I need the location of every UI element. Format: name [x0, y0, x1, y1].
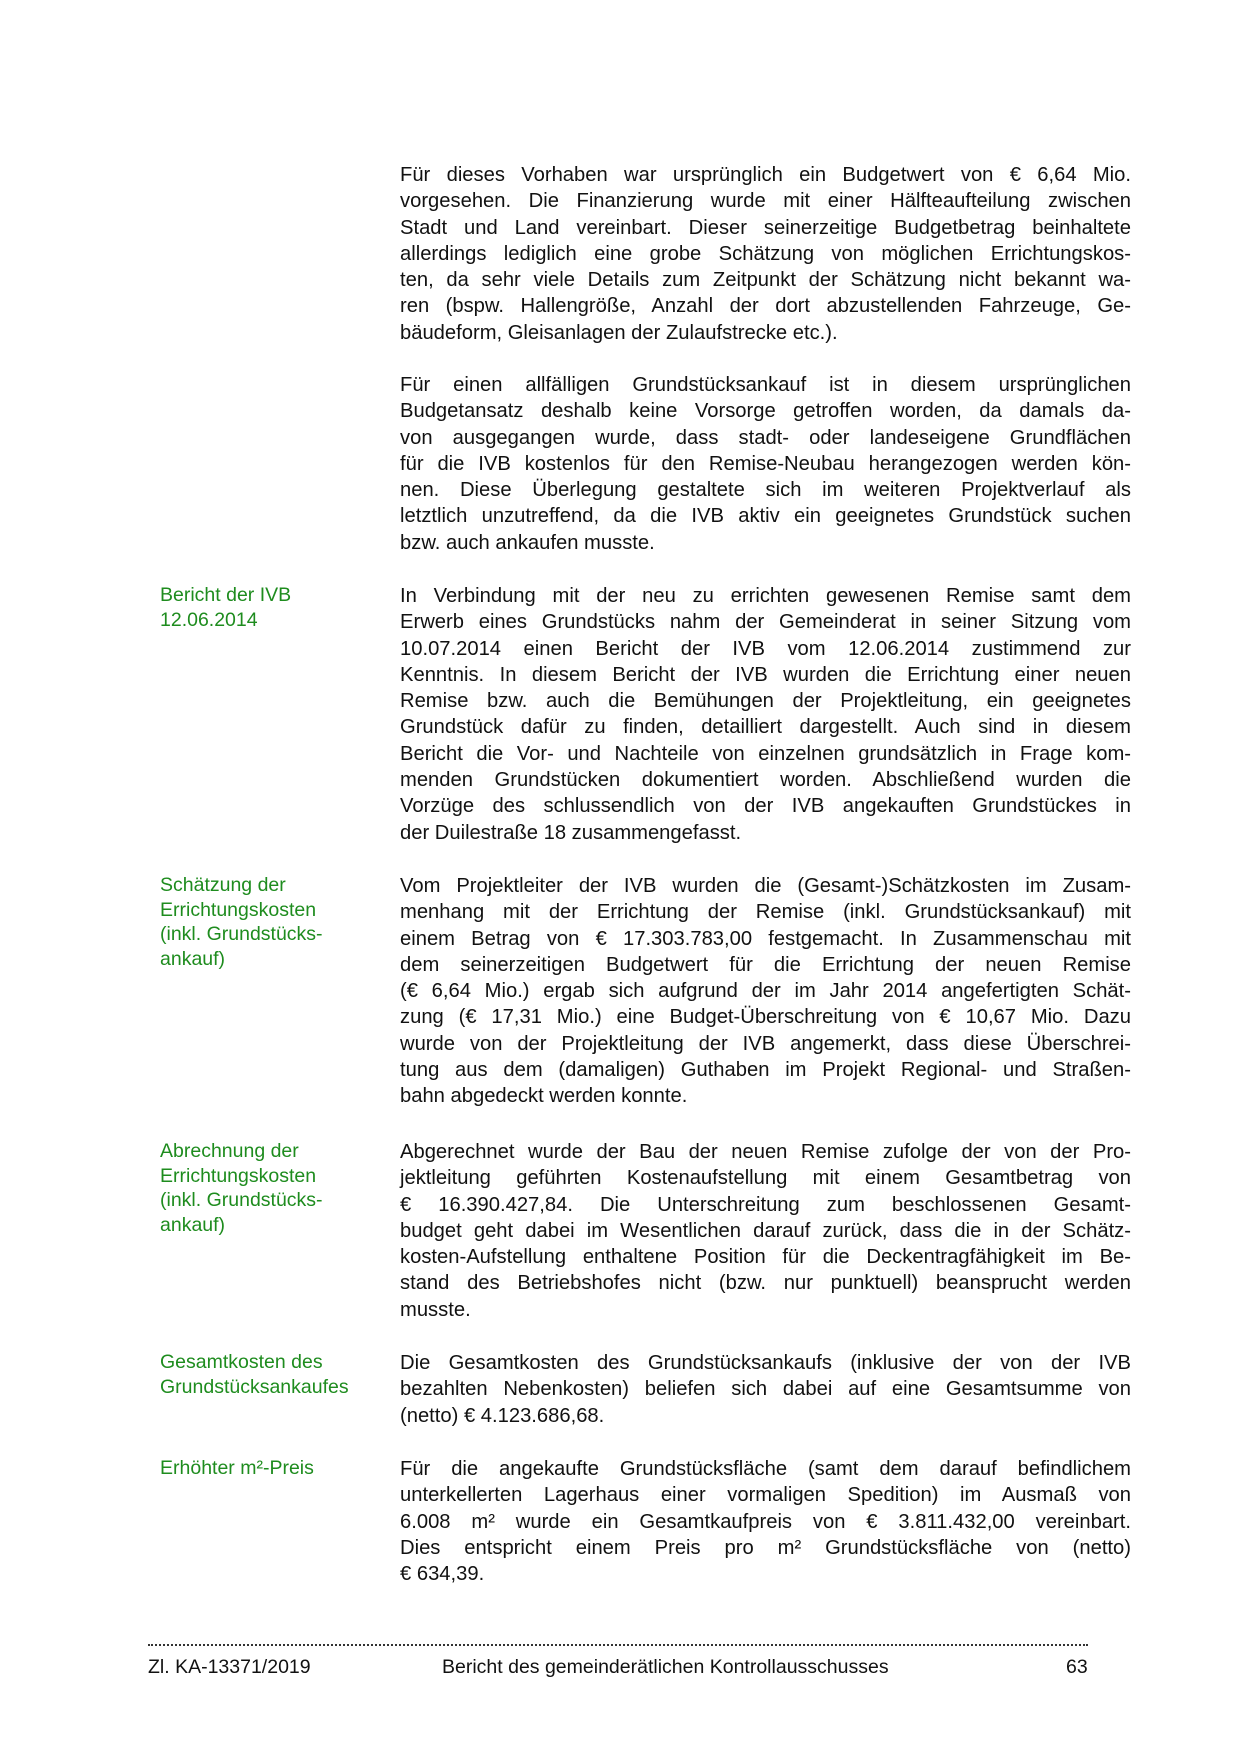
- margin-label-line: (inkl. Grundstücks-: [160, 1189, 323, 1211]
- text-line: bezahlten Nebenkosten) beliefen sich dabei auf eine Gesamtsumme von: [400, 1378, 1131, 1401]
- paragraph: [400, 1350, 1131, 1429]
- margin-label: [160, 583, 390, 632]
- text-line: Dies entspricht einem Preis pro m² Grundstücksfläche von (netto): [400, 1536, 1131, 1559]
- text-line: tung aus dem (damaligen) Guthaben im Projekt Regional- und Straßen-: [400, 1059, 1131, 1082]
- margin-label-line: (inkl. Grundstücks-: [160, 923, 323, 945]
- margin-label-line: 12.06.2014: [160, 608, 258, 631]
- page-number: 63: [1066, 1656, 1088, 1678]
- text-line: jektleitung geführten Kostenaufstellung mit einem Gesamtbetrag von: [400, 1167, 1131, 1190]
- paragraph: [400, 583, 1131, 846]
- text-line: Für die angekaufte Grundstücksfläche (samt dem darauf befindlichem: [400, 1458, 1131, 1480]
- margin-label: [160, 1456, 390, 1481]
- text-line: zung (€ 17,31 Mio.) eine Budget-Überschreitung von € 10,67 Mio. Dazu: [400, 1006, 1131, 1029]
- text-line: ren (bspw. Hallengröße, Anzahl der dort abzustellenden Fahrzeuge, Ge-: [400, 295, 1131, 318]
- text-line: Für dieses Vorhaben war ursprünglich ein Budgetwert von € 6,64 Mio.: [400, 164, 1131, 186]
- text-line: für die IVB kostenlos für den Remise-Neubau herangezogen werden kön-: [400, 452, 1131, 475]
- text-line: wurde von der Projektleitung der IVB angemerkt, dass diese Überschrei-: [400, 1032, 1131, 1055]
- paragraph: [400, 1139, 1131, 1323]
- text-line: dem seinerzeitigen Budgetwert für die Errichtung der neuen Remise: [400, 953, 1131, 976]
- text-line: unterkellerten Lagerhaus einer vormaligen Spedition) im Ausmaß von: [400, 1484, 1131, 1507]
- margin-label-line: Bericht der IVB: [160, 584, 292, 606]
- margin-label-line: Errichtungskosten: [160, 1164, 317, 1187]
- text-line: (€ 6,64 Mio.) ergab sich aufgrund der im Jahr 2014 angefertigten Schät-: [400, 980, 1131, 1003]
- text-line: der Duilestraße 18 zusammengefasst.: [400, 821, 742, 844]
- text-line: Kenntnis. In diesem Bericht der IVB wurden die Errichtung einer neuen: [400, 663, 1131, 686]
- text-line: ten, da sehr viele Details zum Zeitpunkt der Schätzung nicht bekannt wa-: [400, 269, 1131, 292]
- text-line: allerdings lediglich eine grobe Schätzung von möglichen Errichtungskos-: [400, 242, 1131, 265]
- footer-reference: Zl. KA-13371/2019: [148, 1656, 311, 1678]
- footer-divider: [148, 1644, 1088, 1646]
- margin-label: [160, 1139, 390, 1237]
- footer-title: Bericht des gemeinderätlichen Kontrollausschusses: [442, 1656, 889, 1678]
- text-line: von ausgegangen wurde, dass stadt- oder landeseigene Grundflächen: [400, 426, 1131, 449]
- text-line: musste.: [400, 1298, 471, 1321]
- text-line: Abgerechnet wurde der Bau der neuen Remise zufolge der von der Pro-: [400, 1141, 1131, 1163]
- text-line: Grundstück dafür zu finden, detailliert dargestellt. Auch sind in diesem: [400, 716, 1131, 739]
- text-line: € 634,39.: [400, 1563, 485, 1586]
- text-line: bzw. auch ankaufen musste.: [400, 531, 655, 554]
- text-line: stand des Betriebshofes nicht (bzw. nur punktuell) beansprucht werden: [400, 1272, 1131, 1295]
- margin-label-line: Gesamtkosten des: [160, 1351, 323, 1373]
- margin-label-line: Erhöhter m²-Preis: [160, 1457, 314, 1479]
- text-line: € 16.390.427,84. Die Unterschreitung zum beschlossenen Gesamt-: [400, 1193, 1131, 1216]
- text-line: vorgesehen. Die Finanzierung wurde mit einer Hälfteaufteilung zwischen: [400, 190, 1131, 213]
- paragraph: [400, 1456, 1131, 1587]
- margin-label: [160, 1350, 390, 1399]
- text-line: nen. Diese Überlegung gestaltete sich im weiteren Projektverlauf als: [400, 479, 1131, 502]
- text-line: bahn abgedeckt werden konnte.: [400, 1085, 688, 1108]
- text-line: (netto) € 4.123.686,68.: [400, 1404, 605, 1427]
- text-line: Für einen allfälligen Grundstücksankauf ist in diesem ursprünglichen: [400, 374, 1131, 396]
- text-line: Die Gesamtkosten des Grundstücksankaufs (inklusive der von der IVB: [400, 1352, 1131, 1374]
- paragraph: [400, 372, 1131, 556]
- text-line: Remise bzw. auch die Bemühungen der Projektleitung, ein geeignetes: [400, 690, 1131, 713]
- text-line: 10.07.2014 einen Bericht der IVB vom 12.06.2014 zustimmend zur: [400, 637, 1131, 660]
- paragraph: [400, 873, 1131, 1110]
- text-line: bäudeform, Gleisanlagen der Zulaufstrecke etc.).: [400, 321, 838, 344]
- margin-label-line: Schätzung der: [160, 874, 286, 896]
- text-line: Vom Projektleiter der IVB wurden die (Gesamt-)Schätzkosten im Zusam-: [400, 875, 1131, 897]
- margin-label: [160, 873, 390, 971]
- text-line: Erwerb eines Grundstücks nahm der Gemeinderat in seiner Sitzung vom: [400, 611, 1131, 634]
- text-line: Bericht die Vor- und Nachteile von einzelnen grundsätzlich in Frage kom-: [400, 742, 1131, 765]
- text-line: kosten-Aufstellung enthaltene Position für die Deckentragfähigkeit im Be-: [400, 1246, 1131, 1269]
- text-line: einem Betrag von € 17.303.783,00 festgemacht. In Zusammenschau mit: [400, 927, 1131, 950]
- text-line: menhang mit der Errichtung der Remise (inkl. Grundstücksankauf) mit: [400, 901, 1131, 924]
- text-line: 6.008 m² wurde ein Gesamtkaufpreis von € 3.811.432,00 vereinbart.: [400, 1510, 1131, 1533]
- margin-label-line: ankauf): [160, 1213, 226, 1236]
- text-line: menden Grundstücken dokumentiert worden. Abschließend wurden die: [400, 769, 1131, 792]
- margin-label-line: Errichtungskosten: [160, 898, 317, 921]
- text-line: letztlich unzutreffend, da die IVB aktiv ein geeignetes Grundstück suchen: [400, 505, 1131, 528]
- margin-label-line: Grundstücksankaufes: [160, 1375, 349, 1398]
- text-line: Budgetansatz deshalb keine Vorsorge getroffen worden, da damals da-: [400, 400, 1131, 423]
- text-line: In Verbindung mit der neu zu errichten gewesenen Remise samt dem: [400, 585, 1131, 607]
- paragraph: [400, 162, 1131, 346]
- margin-label-line: ankauf): [160, 947, 226, 970]
- text-line: Vorzüge des schlussendlich von der IVB angekauften Grundstückes in: [400, 795, 1131, 818]
- text-line: budget geht dabei im Wesentlichen darauf zurück, dass die in der Schätz-: [400, 1219, 1131, 1242]
- margin-label-line: Abrechnung der: [160, 1140, 299, 1162]
- text-line: Stadt und Land vereinbart. Dieser seinerzeitige Budgetbetrag beinhaltete: [400, 216, 1131, 239]
